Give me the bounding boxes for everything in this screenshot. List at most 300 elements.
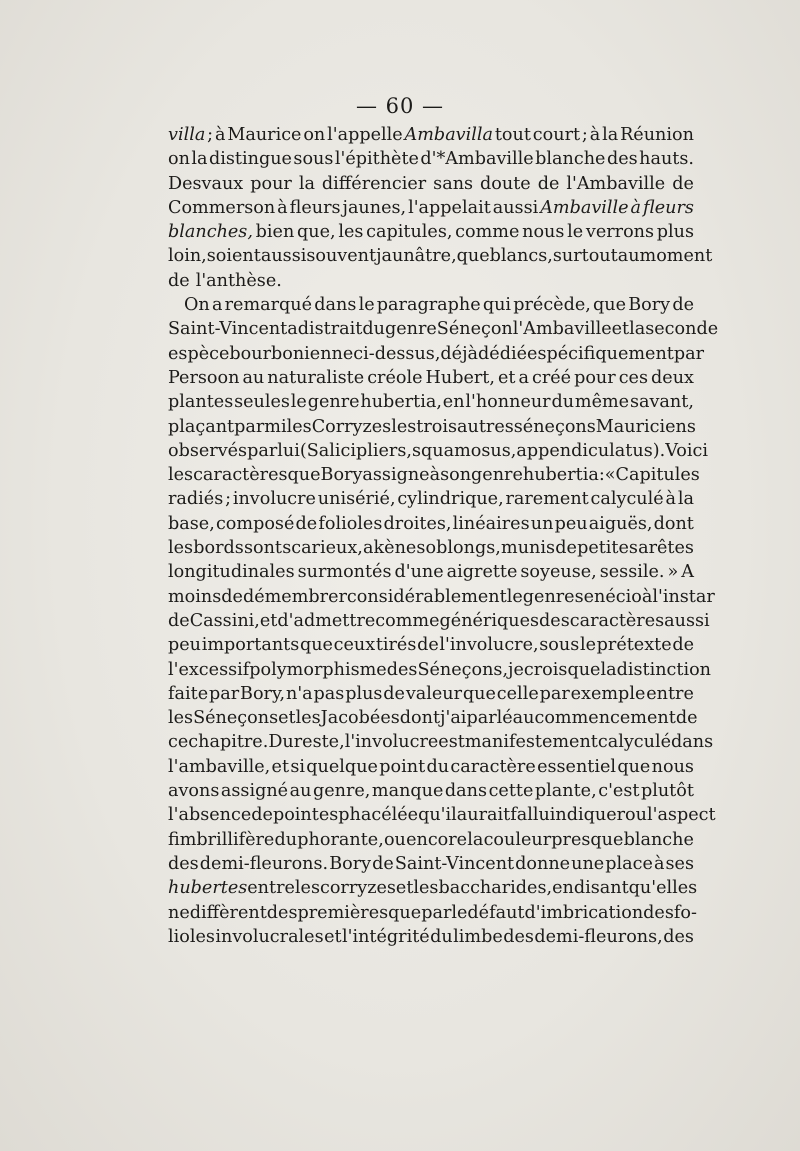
text-line bbox=[168, 560, 694, 584]
word: précède, bbox=[513, 295, 591, 316]
word: « bbox=[604, 465, 616, 486]
word: comme bbox=[455, 222, 520, 243]
word: calyculé bbox=[590, 489, 664, 510]
word: je bbox=[508, 659, 524, 680]
word: Persoon bbox=[168, 367, 240, 388]
word: fimbrillifère bbox=[168, 829, 275, 850]
word: de bbox=[675, 708, 698, 729]
word: de bbox=[555, 538, 577, 559]
word: dont bbox=[653, 513, 694, 534]
word: manque bbox=[371, 781, 444, 802]
word: Cassini, bbox=[189, 610, 260, 631]
word: l'excessif bbox=[168, 659, 250, 680]
word: ou bbox=[625, 805, 647, 826]
word: créole bbox=[367, 367, 423, 388]
word: son bbox=[440, 465, 472, 486]
text-line bbox=[168, 803, 716, 827]
word: qu'elles bbox=[628, 878, 698, 899]
word: pas bbox=[313, 683, 345, 704]
word: cylindrique, bbox=[397, 489, 504, 510]
word: en bbox=[442, 392, 465, 413]
word: doute bbox=[480, 173, 531, 194]
word: souvent bbox=[306, 246, 377, 267]
word: genre bbox=[307, 392, 360, 413]
word: et bbox=[324, 926, 342, 947]
word: a bbox=[518, 367, 529, 388]
word: naturaliste bbox=[267, 367, 365, 388]
word: comme bbox=[375, 610, 440, 631]
word: polymorphisme bbox=[249, 659, 387, 680]
word: du bbox=[426, 756, 450, 777]
word: l'intégrité bbox=[342, 926, 430, 947]
word: faite bbox=[168, 683, 209, 704]
text-line bbox=[168, 755, 694, 779]
word: la bbox=[602, 125, 619, 145]
word: A bbox=[681, 562, 694, 583]
word: peu bbox=[168, 635, 202, 656]
word: et bbox=[278, 708, 296, 729]
word: qu'il bbox=[418, 805, 457, 826]
word: blanche bbox=[623, 829, 694, 850]
word: villa bbox=[168, 125, 206, 145]
word: Réunion bbox=[620, 125, 694, 145]
word: soyeuse, bbox=[520, 562, 597, 583]
word: Bory bbox=[329, 853, 372, 874]
word: démembrer bbox=[242, 586, 347, 607]
word: de bbox=[672, 295, 694, 316]
word: que bbox=[593, 295, 627, 316]
word: l'ambaville, bbox=[168, 756, 271, 777]
word: bords bbox=[193, 538, 244, 559]
word: que bbox=[617, 756, 651, 777]
word: assigné bbox=[220, 781, 289, 802]
word: plaçant bbox=[168, 416, 235, 437]
word: l'involucre, bbox=[439, 635, 539, 656]
word: involucre bbox=[232, 489, 316, 510]
word: distinction bbox=[616, 659, 711, 680]
word: Commerson bbox=[168, 197, 276, 218]
word: Hubert, bbox=[425, 367, 495, 388]
word: Corryzes bbox=[311, 416, 392, 437]
text-line bbox=[168, 633, 694, 657]
word: Séneçons bbox=[193, 708, 279, 729]
word: indiquer bbox=[549, 805, 626, 826]
word: pour bbox=[574, 367, 616, 388]
word: espèce bbox=[168, 343, 230, 364]
word: a bbox=[211, 295, 223, 316]
word: quelque bbox=[306, 756, 378, 777]
word: a bbox=[287, 319, 298, 340]
word: hubertes bbox=[168, 878, 248, 899]
word: du bbox=[274, 829, 298, 850]
word: distrait bbox=[297, 319, 363, 340]
word: prétexte bbox=[596, 635, 672, 656]
word: petites bbox=[577, 538, 638, 559]
word: d'*Ambaville bbox=[420, 149, 534, 170]
word: hauts. bbox=[639, 149, 694, 170]
word: nous bbox=[651, 756, 694, 777]
word: Ambaville bbox=[540, 197, 629, 218]
text-line bbox=[168, 415, 694, 439]
word: de bbox=[168, 270, 190, 291]
text-line bbox=[168, 390, 694, 414]
word: séneçons bbox=[513, 416, 596, 437]
word: phorante, bbox=[297, 829, 384, 850]
word: et bbox=[395, 878, 414, 899]
word: du bbox=[362, 319, 385, 340]
word: aussi bbox=[492, 197, 539, 218]
word: ; bbox=[581, 125, 588, 145]
word: par bbox=[208, 683, 240, 704]
word: observés bbox=[168, 440, 248, 461]
word: différencier bbox=[321, 173, 427, 194]
word: valeur bbox=[405, 683, 463, 704]
word: Saint-Vincent bbox=[168, 319, 288, 340]
word: des bbox=[266, 902, 298, 923]
text-line bbox=[168, 828, 694, 852]
word: oblongs, bbox=[425, 538, 501, 559]
word: même bbox=[574, 392, 630, 413]
word: dédiée bbox=[478, 343, 538, 364]
word: unisérié, bbox=[317, 489, 396, 510]
word: moins bbox=[168, 586, 222, 607]
word: les bbox=[168, 708, 194, 729]
word: limbe bbox=[453, 926, 503, 947]
text-line bbox=[168, 585, 715, 609]
word: caractères bbox=[569, 610, 665, 631]
word: les bbox=[168, 465, 194, 486]
word: les bbox=[413, 878, 439, 899]
word: et bbox=[497, 367, 516, 388]
text-line bbox=[168, 876, 698, 900]
word: Desvaux bbox=[168, 173, 244, 194]
word: la bbox=[600, 659, 617, 680]
text-line bbox=[168, 293, 694, 317]
word: disant bbox=[573, 878, 629, 899]
word: défaut bbox=[467, 902, 525, 923]
word: sont bbox=[243, 538, 283, 559]
body-text bbox=[168, 123, 719, 949]
word: baccharides, bbox=[438, 878, 553, 899]
text-line bbox=[168, 730, 714, 754]
word: de bbox=[672, 173, 694, 194]
word: à bbox=[641, 586, 653, 607]
word: presque bbox=[551, 829, 624, 850]
word: que bbox=[287, 465, 321, 486]
word: demi-fleurons, bbox=[534, 926, 663, 947]
word: radiés bbox=[168, 489, 224, 510]
word: lioles bbox=[168, 926, 215, 947]
word: du bbox=[430, 926, 453, 947]
word: dans bbox=[444, 781, 488, 802]
word: loin,soient bbox=[168, 246, 261, 267]
word: genre bbox=[471, 465, 523, 486]
word: la bbox=[677, 489, 694, 510]
word: la bbox=[467, 829, 484, 850]
word: arêtes bbox=[638, 538, 694, 559]
word: chapitre. bbox=[188, 732, 269, 753]
word: importants bbox=[201, 635, 300, 656]
word: des bbox=[539, 610, 570, 631]
word: que, bbox=[297, 222, 336, 243]
word: savant, bbox=[629, 392, 694, 413]
word: sous bbox=[539, 635, 580, 656]
word: l'aspect bbox=[646, 805, 716, 826]
word: de bbox=[537, 173, 560, 194]
word: j'ai bbox=[440, 708, 467, 729]
word: ou bbox=[383, 829, 406, 850]
word: senécio bbox=[574, 586, 642, 607]
text-line bbox=[168, 342, 705, 366]
word: à bbox=[589, 125, 601, 145]
word: plus bbox=[345, 683, 383, 704]
text-line bbox=[168, 196, 694, 220]
word: Séneçons, bbox=[417, 659, 509, 680]
word: Maurice bbox=[227, 125, 302, 145]
word: à bbox=[653, 853, 665, 874]
word: Jacobées bbox=[320, 708, 400, 729]
word: fo- bbox=[673, 902, 697, 923]
word: de bbox=[168, 610, 190, 631]
word: entre bbox=[646, 683, 694, 704]
word: n'a bbox=[286, 683, 313, 704]
word: couleur bbox=[483, 829, 552, 850]
text-line bbox=[168, 512, 694, 536]
word: donne bbox=[515, 853, 571, 874]
text-line bbox=[168, 172, 694, 196]
word: hubertia bbox=[522, 465, 599, 486]
word: le bbox=[579, 635, 596, 656]
text-line bbox=[168, 317, 719, 341]
word: lui bbox=[277, 440, 300, 461]
word: les bbox=[338, 222, 364, 243]
text-line bbox=[168, 658, 711, 682]
word: essentiel bbox=[537, 756, 617, 777]
word: seules bbox=[234, 392, 290, 413]
word: (Salicipliers, bbox=[299, 440, 412, 461]
word: l'appelle bbox=[327, 125, 403, 145]
word: bien bbox=[255, 222, 295, 243]
word: par bbox=[673, 343, 705, 364]
page-number: — 60 — bbox=[355, 94, 445, 118]
word: de bbox=[672, 635, 694, 656]
word: les bbox=[294, 878, 320, 899]
word: » bbox=[667, 562, 679, 583]
word: à bbox=[429, 465, 441, 486]
word: de bbox=[383, 683, 405, 704]
word: l'Ambaville bbox=[566, 173, 666, 194]
word: au bbox=[512, 708, 535, 729]
word: dont bbox=[399, 708, 441, 729]
word: dans bbox=[671, 732, 714, 753]
word: les bbox=[286, 416, 312, 437]
word: base, bbox=[168, 513, 215, 534]
word: akènes bbox=[363, 538, 426, 559]
word: la bbox=[191, 149, 208, 170]
word: et bbox=[611, 319, 630, 340]
word: et bbox=[271, 756, 290, 777]
word: spécifiquement bbox=[537, 343, 674, 364]
word: cette bbox=[488, 781, 534, 802]
word: Bory, bbox=[240, 683, 286, 704]
word: le bbox=[567, 222, 584, 243]
word: et bbox=[259, 610, 278, 631]
word: genre, bbox=[312, 781, 371, 802]
word: seconde bbox=[645, 319, 719, 340]
word: le bbox=[358, 295, 375, 316]
word: ceux bbox=[333, 635, 376, 656]
word: folioles bbox=[318, 513, 383, 534]
word: autres bbox=[457, 416, 514, 437]
word: ne bbox=[168, 902, 190, 923]
word: Voici bbox=[665, 440, 708, 461]
word: Mauriciens bbox=[595, 416, 696, 437]
word: pour bbox=[250, 173, 292, 194]
word: des bbox=[606, 149, 638, 170]
word: plantes bbox=[168, 392, 234, 413]
word: déjà bbox=[440, 343, 479, 364]
word: on bbox=[168, 149, 190, 170]
word: Bory bbox=[628, 295, 671, 316]
word: composé bbox=[215, 513, 295, 534]
word: l'instar bbox=[652, 586, 715, 607]
word: des bbox=[643, 902, 674, 923]
word: corryzes bbox=[319, 878, 396, 899]
word: encore bbox=[406, 829, 468, 850]
word: l'absence bbox=[168, 805, 252, 826]
word: Bory bbox=[320, 465, 363, 486]
text-line bbox=[168, 779, 694, 803]
word: au bbox=[617, 246, 640, 267]
word: premières bbox=[297, 902, 389, 923]
word: aurait bbox=[456, 805, 511, 826]
word: de bbox=[251, 805, 273, 826]
word: ses bbox=[665, 853, 694, 874]
word: Ambavilla bbox=[404, 125, 493, 145]
text-line bbox=[168, 439, 708, 463]
word: crois bbox=[523, 659, 568, 680]
word: diffèrent bbox=[189, 902, 267, 923]
word: sphacélée bbox=[329, 805, 419, 826]
word: la bbox=[629, 319, 646, 340]
word: par bbox=[539, 683, 570, 704]
text-line bbox=[168, 487, 694, 511]
word: linéaires bbox=[452, 513, 530, 534]
word: fallu bbox=[510, 805, 550, 826]
word: ci-dessus, bbox=[353, 343, 441, 364]
word: que bbox=[462, 683, 496, 704]
word: est bbox=[438, 732, 465, 753]
word: nous bbox=[522, 222, 565, 243]
word: à bbox=[630, 197, 642, 218]
word: les bbox=[168, 538, 194, 559]
word: dans bbox=[314, 295, 357, 316]
word: l'anthèse. bbox=[195, 270, 282, 291]
word: parlé bbox=[466, 708, 513, 729]
text-line bbox=[168, 682, 694, 706]
word: celle bbox=[496, 683, 539, 704]
word: à bbox=[665, 489, 677, 510]
word: ; bbox=[225, 489, 231, 510]
word: en bbox=[552, 878, 574, 899]
word: appendiculatus). bbox=[516, 440, 666, 461]
word: à bbox=[214, 125, 226, 145]
word: distingue bbox=[209, 149, 292, 170]
word: Capitules bbox=[615, 465, 700, 486]
word: on bbox=[303, 125, 326, 145]
word: genre bbox=[522, 586, 575, 607]
word: jaunes, bbox=[342, 197, 407, 218]
word: reste, bbox=[293, 732, 345, 753]
word: longitudinales bbox=[168, 562, 295, 583]
word: parmi bbox=[234, 416, 287, 437]
word: de bbox=[417, 635, 439, 656]
word: l'appelait bbox=[408, 197, 491, 218]
word: les bbox=[391, 416, 417, 437]
word: bourbonienne bbox=[229, 343, 354, 364]
word: le bbox=[290, 392, 307, 413]
word: la bbox=[298, 173, 315, 194]
word: peu bbox=[554, 513, 588, 534]
text-line bbox=[168, 147, 694, 171]
word: que bbox=[388, 902, 422, 923]
word: du bbox=[551, 392, 575, 413]
word: capitules, bbox=[366, 222, 453, 243]
word: un bbox=[530, 513, 554, 534]
word: des bbox=[663, 926, 694, 947]
word: le bbox=[506, 586, 523, 607]
word: ; bbox=[207, 125, 214, 145]
word: avons bbox=[168, 781, 220, 802]
word: c'est bbox=[598, 781, 640, 802]
word: point bbox=[379, 756, 426, 777]
text-line bbox=[168, 123, 694, 147]
word: l'involucre bbox=[344, 732, 439, 753]
word: ce bbox=[168, 732, 189, 753]
word: tirés bbox=[375, 635, 417, 656]
word: des bbox=[168, 853, 199, 874]
word: tout bbox=[494, 125, 531, 145]
word: involucrales bbox=[215, 926, 324, 947]
word: manifestement bbox=[464, 732, 598, 753]
word: des bbox=[386, 659, 418, 680]
word: d'admettre bbox=[277, 610, 376, 631]
word: aussi bbox=[260, 246, 307, 267]
word: blancs, bbox=[489, 246, 553, 267]
word: sans bbox=[433, 173, 474, 194]
text-line bbox=[168, 706, 698, 730]
text-line bbox=[168, 609, 710, 633]
word: assigne bbox=[362, 465, 430, 486]
word: qui bbox=[482, 295, 512, 316]
word: verrons bbox=[585, 222, 655, 243]
word: surmontés bbox=[297, 562, 392, 583]
word: caractères bbox=[193, 465, 288, 486]
word: scarieux, bbox=[282, 538, 363, 559]
word: genre bbox=[384, 319, 437, 340]
word: aiguës, bbox=[588, 513, 653, 534]
word: le bbox=[451, 902, 468, 923]
word: considérablement bbox=[346, 586, 507, 607]
word: des bbox=[503, 926, 534, 947]
text-line bbox=[168, 536, 694, 560]
word: moment bbox=[639, 246, 713, 267]
word: surtout bbox=[552, 246, 618, 267]
word: Séneçon bbox=[436, 319, 513, 340]
word: au bbox=[242, 367, 265, 388]
word: entre bbox=[247, 878, 295, 899]
word: plus bbox=[656, 222, 694, 243]
